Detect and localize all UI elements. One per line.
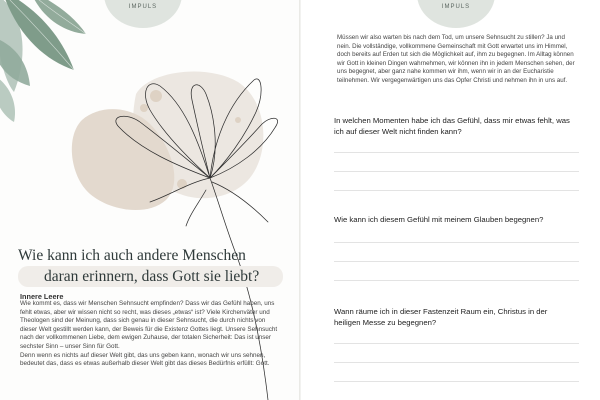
intro-paragraph: Müssen wir also warten bis nach dem Tod, um unsere Sehnsucht zu stillen? Ja und nein. Die vollständige, vollkommene Gemeinschaft mit Gott erwartet uns im Himmel, doch bereits auf Erden tut sich die Möglichkeit auf, ihm zu begegnen. Im Alltag können wir Gott in kleinen Dingen wahrnehmen, wir können ihn in jedem Menschen sehen, der uns begegnet, aber ganz nahe kommen wir ihm, wenn wir in an der Eucharistie teilnehmen. Wir vergegenwärtigen uns das Opfer Christi und nehmen ihn in uns auf. [337,34,575,84]
body-paragraph-1: Wie kommt es, dass wir Menschen Sehnsucht empfinden? Dass wir das Gefühl haben, uns fehlt etwas, aber wir wissen nicht so recht, was dieses „etwas“ ist? Viele Kirchenväter und Theologen sind der Meinung, dass sich genau in dieser Sehnsucht, die durch nichts von dieser Welt gestillt werden kann, der Beweis für die Existenz Gottes liegt. Unsere Sehnsucht nach der vollkommenen Liebe, dem ewigen Zuhause, der totalen Sicherheit: Das ist unser sechster Sinn – unser Sinn für Gott. [20,300,278,350]
reflection-question-2: Wie kann ich diesem Gefühl mit meinem Glauben begegnen? [334,215,544,224]
body-paragraph-2: Denn wenn es nichts auf dieser Welt gibt, das uns geben kann, wonach wir uns sehnen, bedeutet das, dass es etwas außerhalb dieser Welt gibt das dieses Bedürfnis erfüllt: Gott. [20,351,270,368]
writing-line[interactable] [334,261,579,262]
writing-line[interactable] [334,343,579,344]
section-subheading: Innere Leere [20,292,64,301]
writing-line[interactable] [334,242,579,243]
impuls-tab-label: IMPULS [128,4,158,10]
impuls-tab-label: IMPULS [441,4,471,10]
writing-line[interactable] [334,190,579,191]
writing-line[interactable] [334,171,579,172]
right-page [301,0,600,400]
page-title [18,245,283,287]
headline-line-2: daran erinnern, dass Gott sie liebt? [18,266,283,287]
leaves-icon [0,0,86,122]
writing-line[interactable] [334,362,579,363]
impuls-tab [417,0,495,28]
reflection-question-3: Wann räume ich in dieser Fastenzeit Raum ein, Christus in der heiligen Messe zu begegnen? [334,307,548,327]
left-page [0,0,299,400]
reflection-question-1: In welchen Momenten habe ich das Gefühl, dass mir etwas fehlt, was ich auf dieser Welt nicht finden kann? [334,116,570,136]
writing-line[interactable] [334,381,579,382]
body-text [20,300,278,369]
writing-line[interactable] [334,280,579,281]
writing-line[interactable] [334,152,579,153]
headline-line-1: Wie kann ich auch andere Menschen [18,247,246,264]
